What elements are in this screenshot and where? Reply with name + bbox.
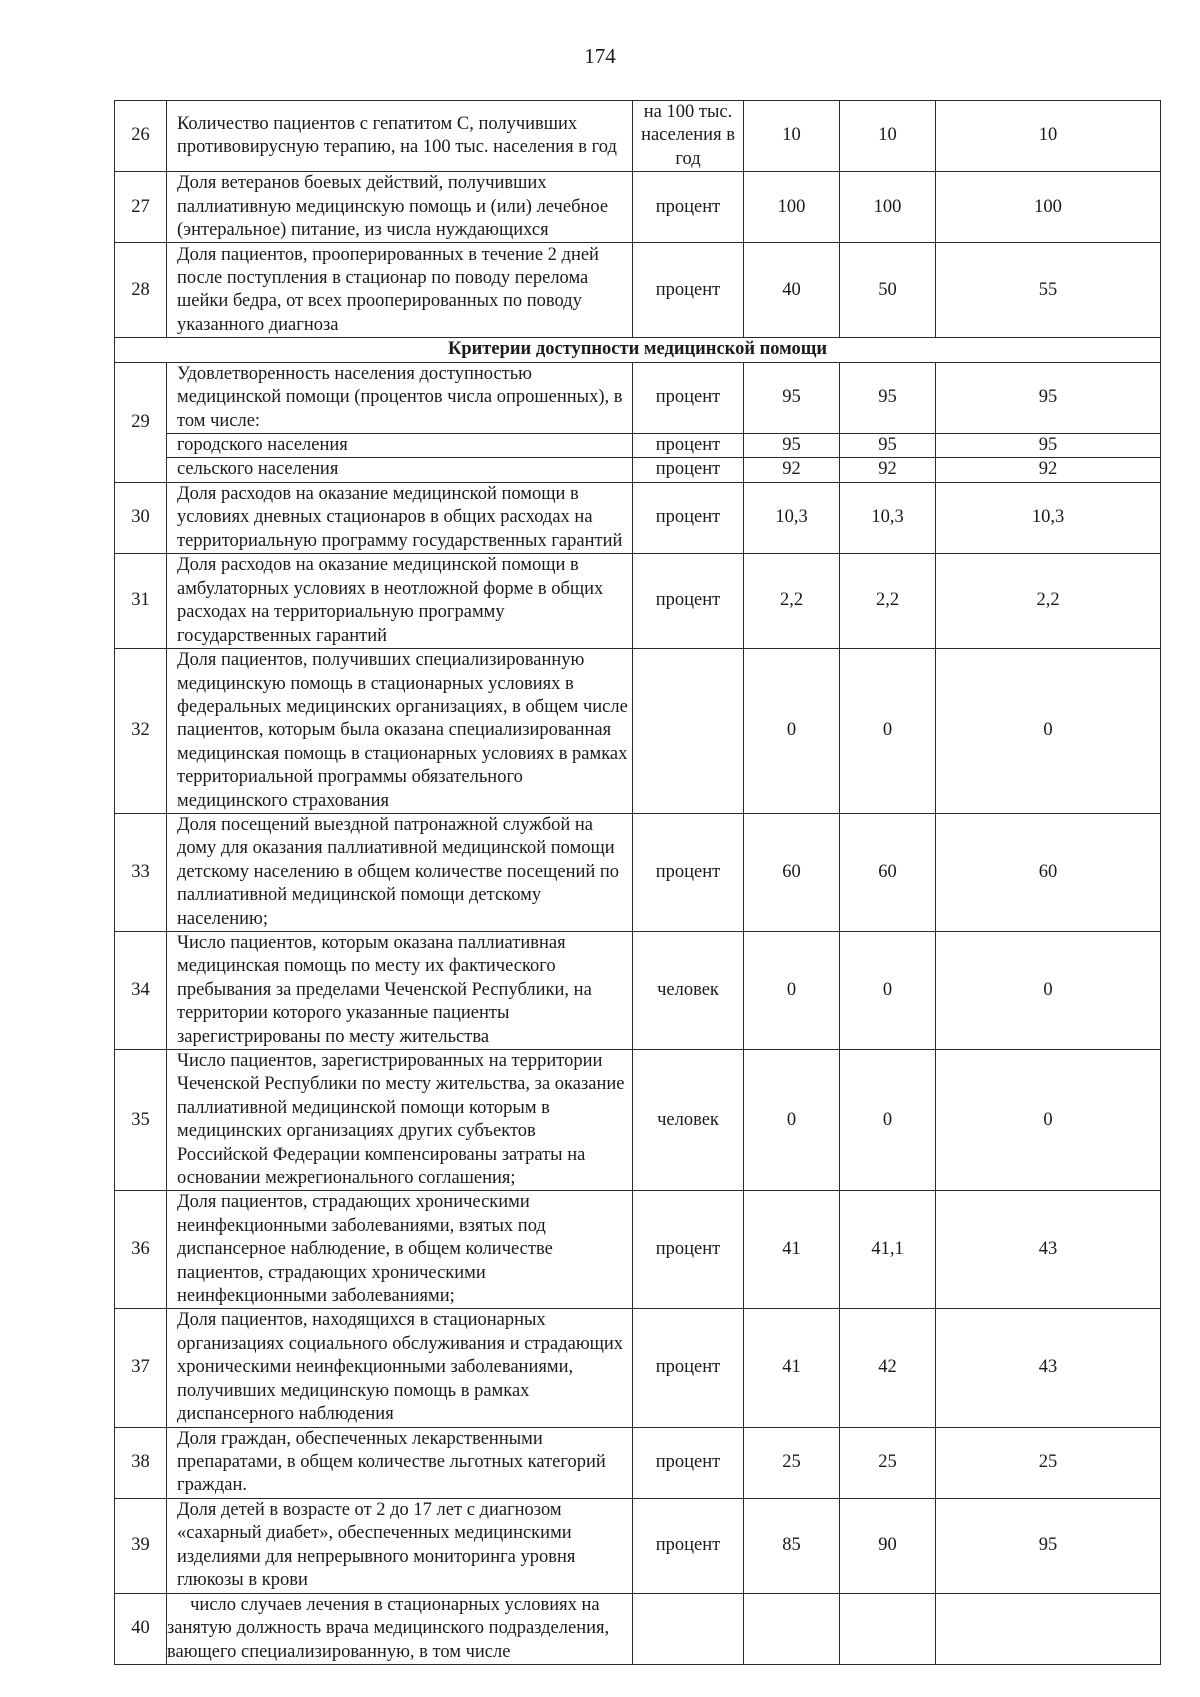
value-cell: 0: [744, 931, 840, 1049]
value-cell: 0: [936, 649, 1161, 814]
value-cell: [744, 1593, 840, 1664]
value-cell: 0: [840, 1050, 936, 1191]
indicator-line: число случаев лечения в стационарных условиях на: [167, 1594, 600, 1615]
indicator-text: Доля ветеранов боевых действий, получивших паллиативную медицинскую помощь и (или) лечебное (энтеральное) питание, из числа нуждающихся: [167, 172, 633, 243]
indicator-text: Доля расходов на оказание медицинской помощи в амбулаторных условиях в неотложной форме в общих расходах на территориальную программу государственных гарантий: [167, 554, 633, 649]
page-number: 174: [584, 44, 616, 68]
section-title: Критерии доступности медицинской помощи: [115, 338, 1161, 362]
value-cell: 100: [744, 172, 840, 243]
value-cell: 95: [744, 362, 840, 433]
unit-cell: на 100 тыс. населения в год: [633, 101, 744, 172]
criteria-table: [114, 100, 1161, 1665]
value-cell: 10,3: [840, 482, 936, 553]
table-row: [115, 1498, 1161, 1593]
row-number: 40: [115, 1593, 167, 1664]
indicator-text: Доля граждан, обеспеченных лекарственными препаратами, в общем количестве льготных категорий граждан.: [167, 1427, 633, 1498]
value-cell: 50: [840, 243, 936, 338]
value-cell: 95: [936, 1498, 1161, 1593]
indicator-text: Доля детей в возрасте от 2 до 17 лет с диагнозом «сахарный диабет», обеспеченных медицинскими изделиями для непрерывного мониторинга уровня глюкозы в крови: [167, 1498, 633, 1593]
sub-row: [115, 458, 1161, 482]
value-cell: 10,3: [936, 482, 1161, 553]
value-cell: 92: [744, 458, 840, 482]
value-cell: 0: [744, 649, 840, 814]
unit-cell: процент: [633, 458, 744, 482]
sub-row: [115, 434, 1161, 458]
unit-cell: процент: [633, 1309, 744, 1427]
value-cell: 95: [936, 434, 1161, 458]
section-header-row: [115, 338, 1161, 362]
value-cell: 95: [744, 434, 840, 458]
value-cell: 100: [936, 172, 1161, 243]
unit-cell: процент: [633, 362, 744, 433]
table-row: [115, 1427, 1161, 1498]
value-cell: 95: [840, 434, 936, 458]
value-cell: [936, 1593, 1161, 1664]
row-number: 26: [115, 101, 167, 172]
indicator-line: занятую должность врача медицинского подразделения,: [167, 1618, 610, 1639]
value-cell: 95: [840, 362, 936, 433]
unit-cell: процент: [633, 1498, 744, 1593]
table-row: [115, 1309, 1161, 1427]
row-number: 38: [115, 1427, 167, 1498]
unit-cell: процент: [633, 243, 744, 338]
value-cell: 60: [840, 813, 936, 931]
table-row: [115, 813, 1161, 931]
indicator-text: Доля пациентов, находящихся в стационарных организациях социального обслуживания и страдающих хроническими неинфекционными заболеваниями, получивших медицинскую помощь в рамках диспансерного наблюдения: [167, 1309, 633, 1427]
table-row: [115, 1191, 1161, 1309]
indicator-text: Доля посещений выездной патронажной службой на дому для оказания паллиативной медицинской помощи детскому населению в общем количестве посещений по паллиативной медицинской помощи детскому населению;: [167, 813, 633, 931]
indicator-text: городского населения: [167, 434, 633, 458]
indicator-text: [167, 1593, 633, 1664]
value-cell: 10: [744, 101, 840, 172]
value-cell: 41: [744, 1191, 840, 1309]
row-number: 35: [115, 1050, 167, 1191]
value-cell: 92: [840, 458, 936, 482]
value-cell: 60: [744, 813, 840, 931]
row-number: 37: [115, 1309, 167, 1427]
unit-cell: процент: [633, 172, 744, 243]
indicator-text: Доля расходов на оказание медицинской помощи в условиях дневных стационаров в общих расходах на территориальную программу государственных гарантий: [167, 482, 633, 553]
row-number: 32: [115, 649, 167, 814]
row-number: 39: [115, 1498, 167, 1593]
row-number: 31: [115, 554, 167, 649]
value-cell: 25: [744, 1427, 840, 1498]
table-row: [115, 554, 1161, 649]
unit-cell: [633, 649, 744, 814]
row-number: 33: [115, 813, 167, 931]
value-cell: 42: [840, 1309, 936, 1427]
value-cell: 0: [936, 1050, 1161, 1191]
table-row: [115, 172, 1161, 243]
unit-cell: [633, 1593, 744, 1664]
value-cell: 2,2: [744, 554, 840, 649]
row-number: 36: [115, 1191, 167, 1309]
value-cell: 90: [840, 1498, 936, 1593]
value-cell: 40: [744, 243, 840, 338]
value-cell: 25: [936, 1427, 1161, 1498]
row-number: 34: [115, 931, 167, 1049]
value-cell: 0: [840, 649, 936, 814]
indicator-text: Доля пациентов, прооперированных в течение 2 дней после поступления в стационар по поводу перелома шейки бедра, от всех прооперированных по поводу указанного диагноза: [167, 243, 633, 338]
value-cell: [840, 1593, 936, 1664]
value-cell: 43: [936, 1309, 1161, 1427]
value-cell: 2,2: [840, 554, 936, 649]
value-cell: 41: [744, 1309, 840, 1427]
value-cell: 2,2: [936, 554, 1161, 649]
table-row: [115, 362, 1161, 433]
table-row: [115, 931, 1161, 1049]
table-row: [115, 243, 1161, 338]
unit-cell: человек: [633, 1050, 744, 1191]
value-cell: 25: [840, 1427, 936, 1498]
unit-cell: процент: [633, 813, 744, 931]
unit-cell: процент: [633, 554, 744, 649]
indicator-text: Доля пациентов, страдающих хроническими неинфекционными заболеваниями, взятых под диспансерное наблюдение, в общем количестве пациентов, страдающих хроническими неинфекционными заболеваниями;: [167, 1191, 633, 1309]
value-cell: 10: [840, 101, 936, 172]
row-number: 28: [115, 243, 167, 338]
unit-cell: процент: [633, 434, 744, 458]
indicator-text: Доля пациентов, получивших специализированную медицинскую помощь в стационарных условиях в федеральных медицинских организациях, в общем числе пациентов, которым была оказана специализированная медицинская помощь в стационарных условиях в рамках территориальной программы обязательного медицинского страхования: [167, 649, 633, 814]
row-number: 30: [115, 482, 167, 553]
value-cell: 10,3: [744, 482, 840, 553]
indicator-line: вающего специализированную, в том числе: [167, 1641, 511, 1662]
table-row: [115, 101, 1161, 172]
value-cell: 85: [744, 1498, 840, 1593]
unit-cell: процент: [633, 1191, 744, 1309]
value-cell: 0: [744, 1050, 840, 1191]
value-cell: 55: [936, 243, 1161, 338]
row-number: 29: [115, 362, 167, 482]
indicator-text: Количество пациентов с гепатитом С, получивших противовирусную терапию, на 100 тыс. населения в год: [167, 101, 633, 172]
value-cell: 100: [840, 172, 936, 243]
indicator-text: Число пациентов, которым оказана паллиативная медицинская помощь по месту их фактического пребывания за пределами Чеченской Республики, на территории которого указанные пациенты зарегистрированы по месту жительства: [167, 931, 633, 1049]
indicator-text: Удовлетворенность населения доступностью медицинской помощи (процентов числа опрошенных), в том числе:: [167, 362, 633, 433]
table-row: [115, 649, 1161, 814]
table-row: [115, 1593, 1161, 1664]
unit-cell: процент: [633, 1427, 744, 1498]
value-cell: 10: [936, 101, 1161, 172]
row-number: 27: [115, 172, 167, 243]
unit-cell: процент: [633, 482, 744, 553]
table-row: [115, 482, 1161, 553]
table-row: [115, 1050, 1161, 1191]
indicator-text: сельского населения: [167, 458, 633, 482]
value-cell: 92: [936, 458, 1161, 482]
value-cell: 60: [936, 813, 1161, 931]
value-cell: 0: [840, 931, 936, 1049]
value-cell: 95: [936, 362, 1161, 433]
indicator-text: Число пациентов, зарегистрированных на территории Чеченской Республики по месту жительства, за оказание паллиативной медицинской помощи которым в медицинских организациях других субъектов Российской Федерации компенсированы затраты на основании межрегионального соглашения;: [167, 1050, 633, 1191]
value-cell: 43: [936, 1191, 1161, 1309]
unit-cell: человек: [633, 931, 744, 1049]
value-cell: 41,1: [840, 1191, 936, 1309]
value-cell: 0: [936, 931, 1161, 1049]
